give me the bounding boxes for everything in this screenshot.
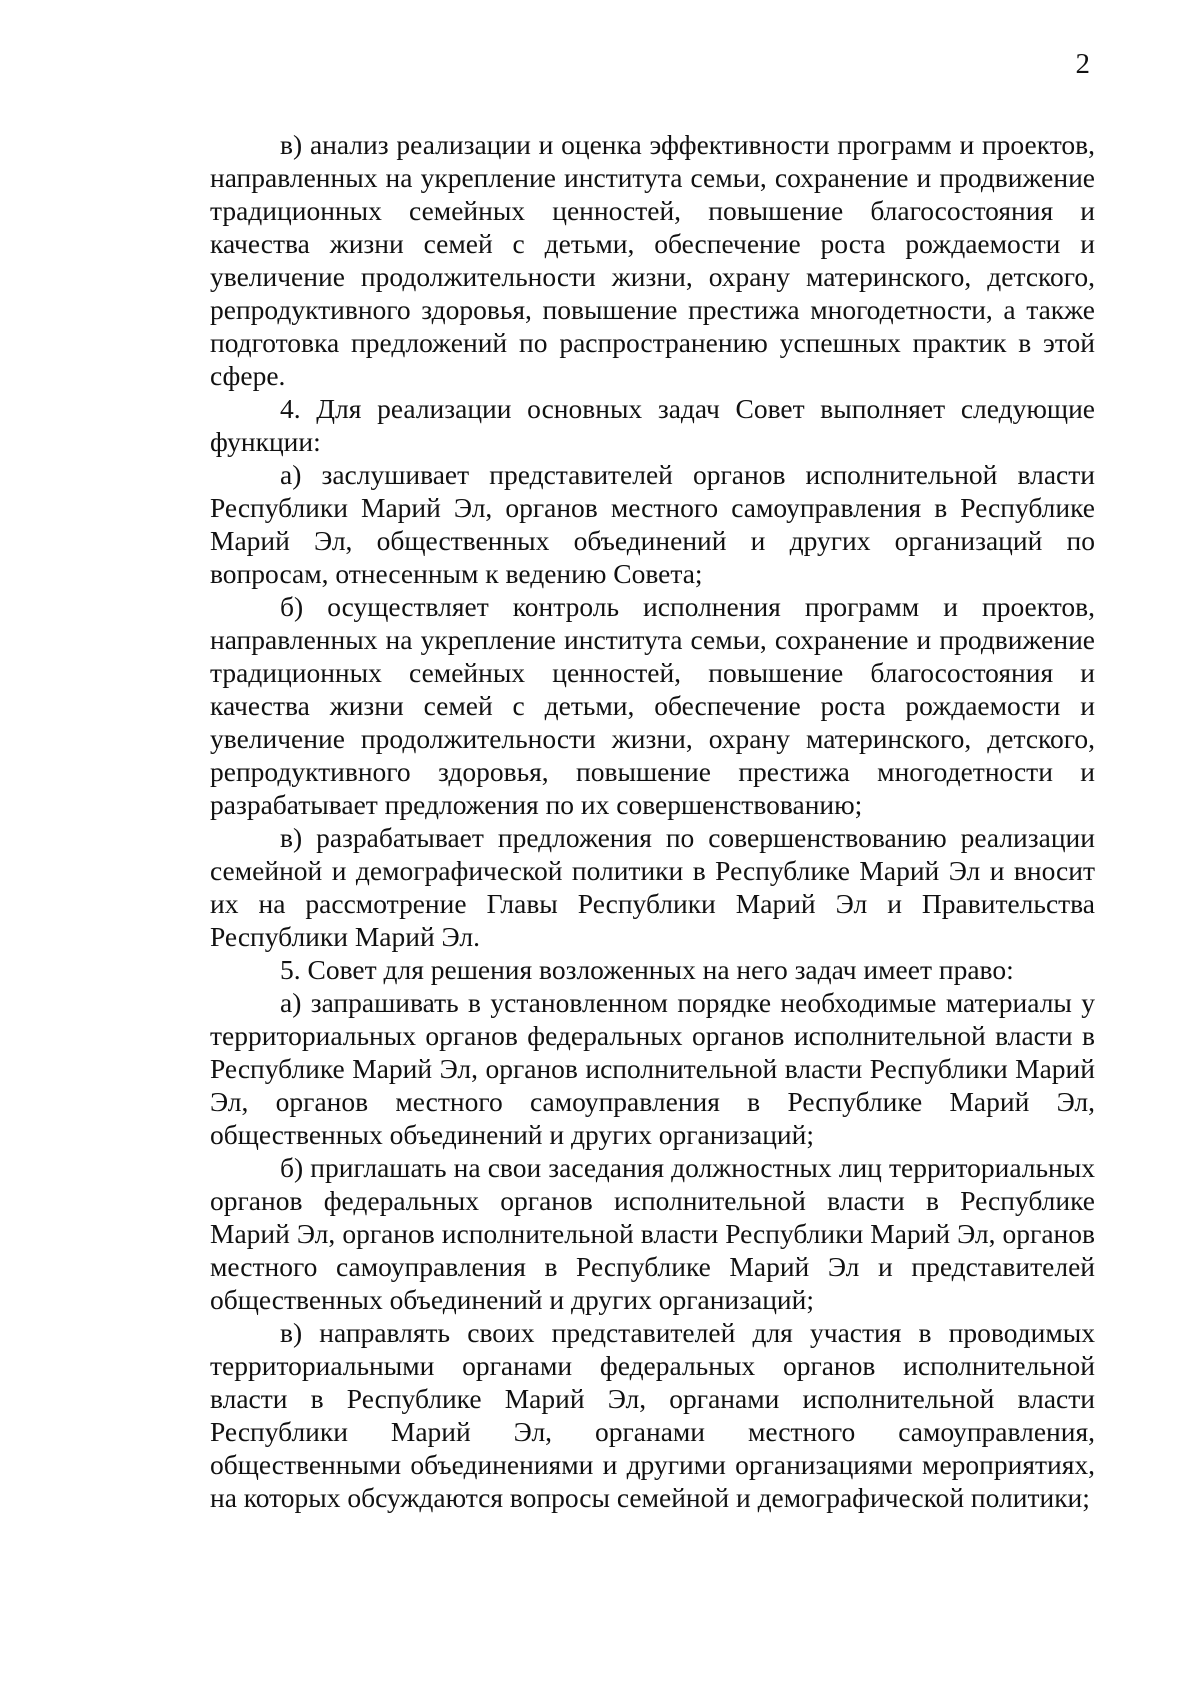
paragraph-4a-hearing: а) заслушивает представителей органов исполнительной власти Республики Марий Эл, органов местного самоуправления в Республике Марий Эл, общественных объединений и других организаций по вопросам, отнесенным к ведению Совета; xyxy=(210,459,1095,589)
page-number: 2 xyxy=(1075,48,1090,80)
paragraph-5a-request: а) запрашивать в установленном порядке необходимые материалы у территориальных органов федеральных органов исполнительной власти в Республике Марий Эл, органов исполнительной власти Республики Марий Эл, органов местного самоуправления в Республике Марий Эл, общественных объединений и других организаций; xyxy=(210,987,1095,1150)
paragraph-4-functions-heading: 4. Для реализации основных задач Совет выполняет следующие функции: xyxy=(210,393,1095,457)
paragraph-5b-invite: б) приглашать на свои заседания должностных лиц территориальных органов федеральных органов исполнительной власти в Республике Марий Эл, органов исполнительной власти Республики Марий Эл, органов местного самоуправления в Республике Марий Эл и представителей общественных объединений и других организаций; xyxy=(210,1152,1095,1315)
paragraph-5-rights-heading: 5. Совет для решения возложенных на него задач имеет право: xyxy=(280,954,1014,985)
paragraph-4v-proposals: в) разрабатывает предложения по совершенствованию реализации семейной и демографической политики в Республике Марий Эл и вносит их на рассмотрение Главы Республики Марий Эл и Правительства Республики Марий Эл. xyxy=(210,822,1095,952)
paragraph-4b-control: б) осуществляет контроль исполнения программ и проектов, направленных на укрепление института семьи, сохранение и продвижение традиционных семейных ценностей, повышение благосостояния и качества жизни семей с детьми, обеспечение роста рождаемости и увеличение продолжительности жизни, охрану материнского, детского, репродуктивного здоровья, повышение престижа многодетности и разрабатывает предложения по их совершенствованию; xyxy=(210,591,1095,820)
document-body xyxy=(210,128,1095,1514)
paragraph-3v-analysis: в) анализ реализации и оценка эффективности программ и проектов, направленных на укрепление института семьи, сохранение и продвижение традиционных семейных ценностей, повышение благосостояния и качества жизни семей с детьми, обеспечение роста рождаемости и увеличение продолжительности жизни, охрану материнского, детского, репродуктивного здоровья, повышение престижа многодетности, а также подготовка предложений по распространению успешных практик в этой сфере. xyxy=(210,129,1095,391)
paragraph-5v-delegate: в) направлять своих представителей для участия в проводимых территориальными органами федеральных органов исполнительной власти в Республике Марий Эл, органами исполнительной власти Республики Марий Эл, органами местного самоуправления, общественными объединениями и другими организациями мероприятиях, на которых обсуждаются вопросы семейной и демографической политики; xyxy=(210,1317,1095,1513)
